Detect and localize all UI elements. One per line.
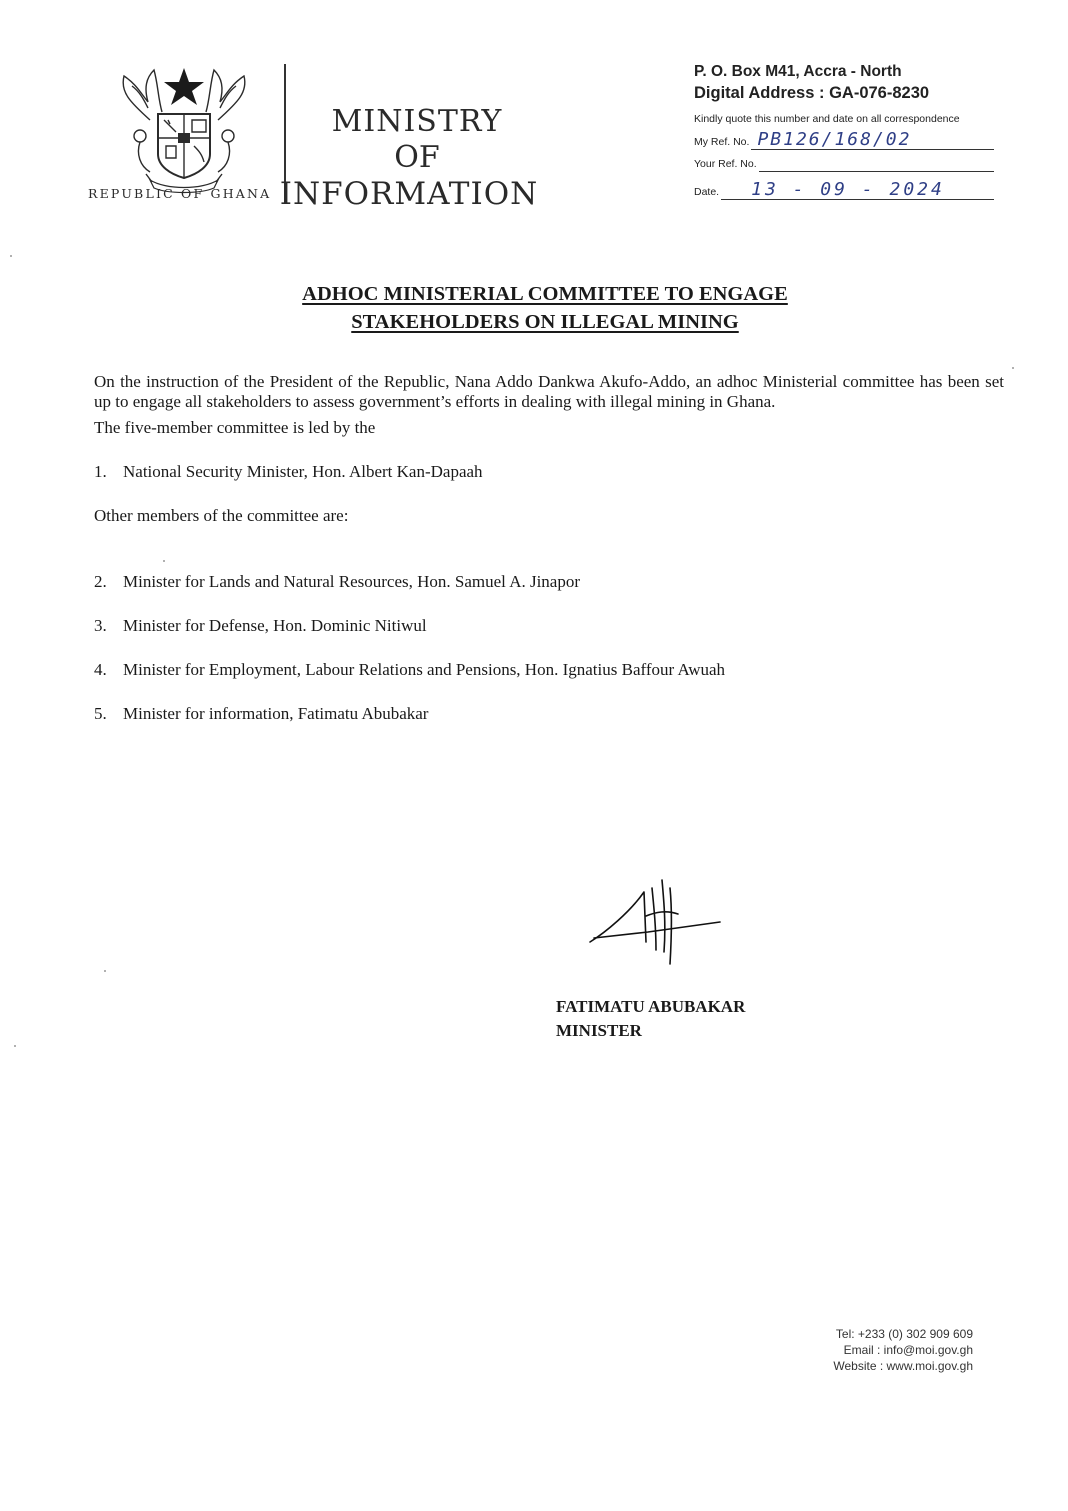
list-number: 5.: [94, 704, 107, 723]
list-number: 2.: [94, 572, 107, 591]
handwritten-signature: [586, 872, 726, 972]
my-ref-line: [751, 127, 994, 150]
footer-email: Email : info@moi.gov.gh: [843, 1343, 973, 1357]
date-value: 13 - 09 - 2024: [751, 179, 945, 200]
your-ref-row: [694, 156, 994, 172]
ministry-name: [279, 104, 542, 212]
date-label: Date.: [694, 186, 720, 198]
address-block: [694, 62, 994, 200]
ministry-line-2: OF: [394, 140, 440, 175]
list-item: [94, 704, 1004, 724]
ministry-line-3: INFORMATION: [279, 176, 539, 212]
my-ref-row: [694, 128, 994, 150]
list-number: 3.: [94, 616, 107, 635]
date-line: [721, 177, 994, 200]
list-item-text: Minister for Lands and Natural Resources, Hon. Samuel A. Jinapor: [123, 572, 581, 591]
signatory-name: FATIMATU ABUBAKAR: [556, 997, 746, 1016]
committee-leader: [94, 462, 1004, 482]
letter-body: [94, 372, 1004, 724]
list-number: 1.: [94, 462, 107, 481]
quote-note: Kindly quote this number and date on all correspondence: [694, 113, 960, 125]
your-ref-line: [759, 155, 994, 172]
ministry-line-1: MINISTRY: [331, 104, 503, 139]
list-number: 4.: [94, 660, 107, 679]
date-row: [694, 178, 994, 200]
title-line-2: STAKEHOLDERS ON ILLEGAL MINING: [351, 311, 739, 333]
committee-members-list: [94, 572, 1004, 724]
list-item-text: Minister for information, Fatimatu Abubakar: [123, 704, 429, 723]
scan-speck: [1012, 367, 1014, 369]
digital-address: Digital Address : GA-076-8230: [694, 84, 930, 102]
scan-speck: [163, 560, 165, 562]
po-box: P. O. Box M41, Accra - North: [694, 63, 902, 80]
list-item-text: Minister for Employment, Labour Relations and Pensions, Hon. Ignatius Baffour Awuah: [123, 660, 726, 679]
list-item: [94, 572, 1004, 592]
your-ref-label: Your Ref. No.: [694, 158, 757, 170]
signatory: [556, 995, 745, 1043]
intro-paragraph: On the instruction of the President of the Republic, Nana Addo Dankwa Akufo-Addo, an adhoc Ministerial committee has been set up to engage all stakeholders to assess government’s efforts in dealing with illegal mining in Ghana.: [94, 372, 1004, 411]
footer-tel: Tel: +233 (0) 302 909 609: [835, 1327, 973, 1341]
list-item-text: Minister for Defense, Hon. Dominic Nitiwul: [123, 616, 427, 635]
contact-footer: [760, 1326, 973, 1374]
footer-website: Website : www.moi.gov.gh: [833, 1359, 973, 1373]
my-ref-label: My Ref. No.: [694, 136, 750, 148]
list-item-text: National Security Minister, Hon. Albert Kan-Dapaah: [123, 462, 483, 481]
scan-speck: [104, 970, 106, 972]
list-item: [94, 616, 1004, 636]
document-title: [150, 280, 940, 336]
republic-of-ghana-label: REPUBLIC OF GHANA: [88, 186, 272, 201]
led-by-text: The five-member committee is led by the: [94, 418, 376, 437]
title-line-1: ADHOC MINISTERIAL COMMITTEE TO ENGAGE: [302, 283, 788, 305]
my-ref-value: PB126/168/02: [757, 129, 912, 150]
list-item: [94, 660, 1004, 680]
scan-speck: [10, 255, 12, 257]
ghana-coat-of-arms-icon: [110, 62, 258, 194]
signatory-position: MINISTER: [556, 1021, 642, 1040]
scan-speck: [14, 1045, 16, 1047]
others-intro: Other members of the committee are:: [94, 506, 349, 525]
